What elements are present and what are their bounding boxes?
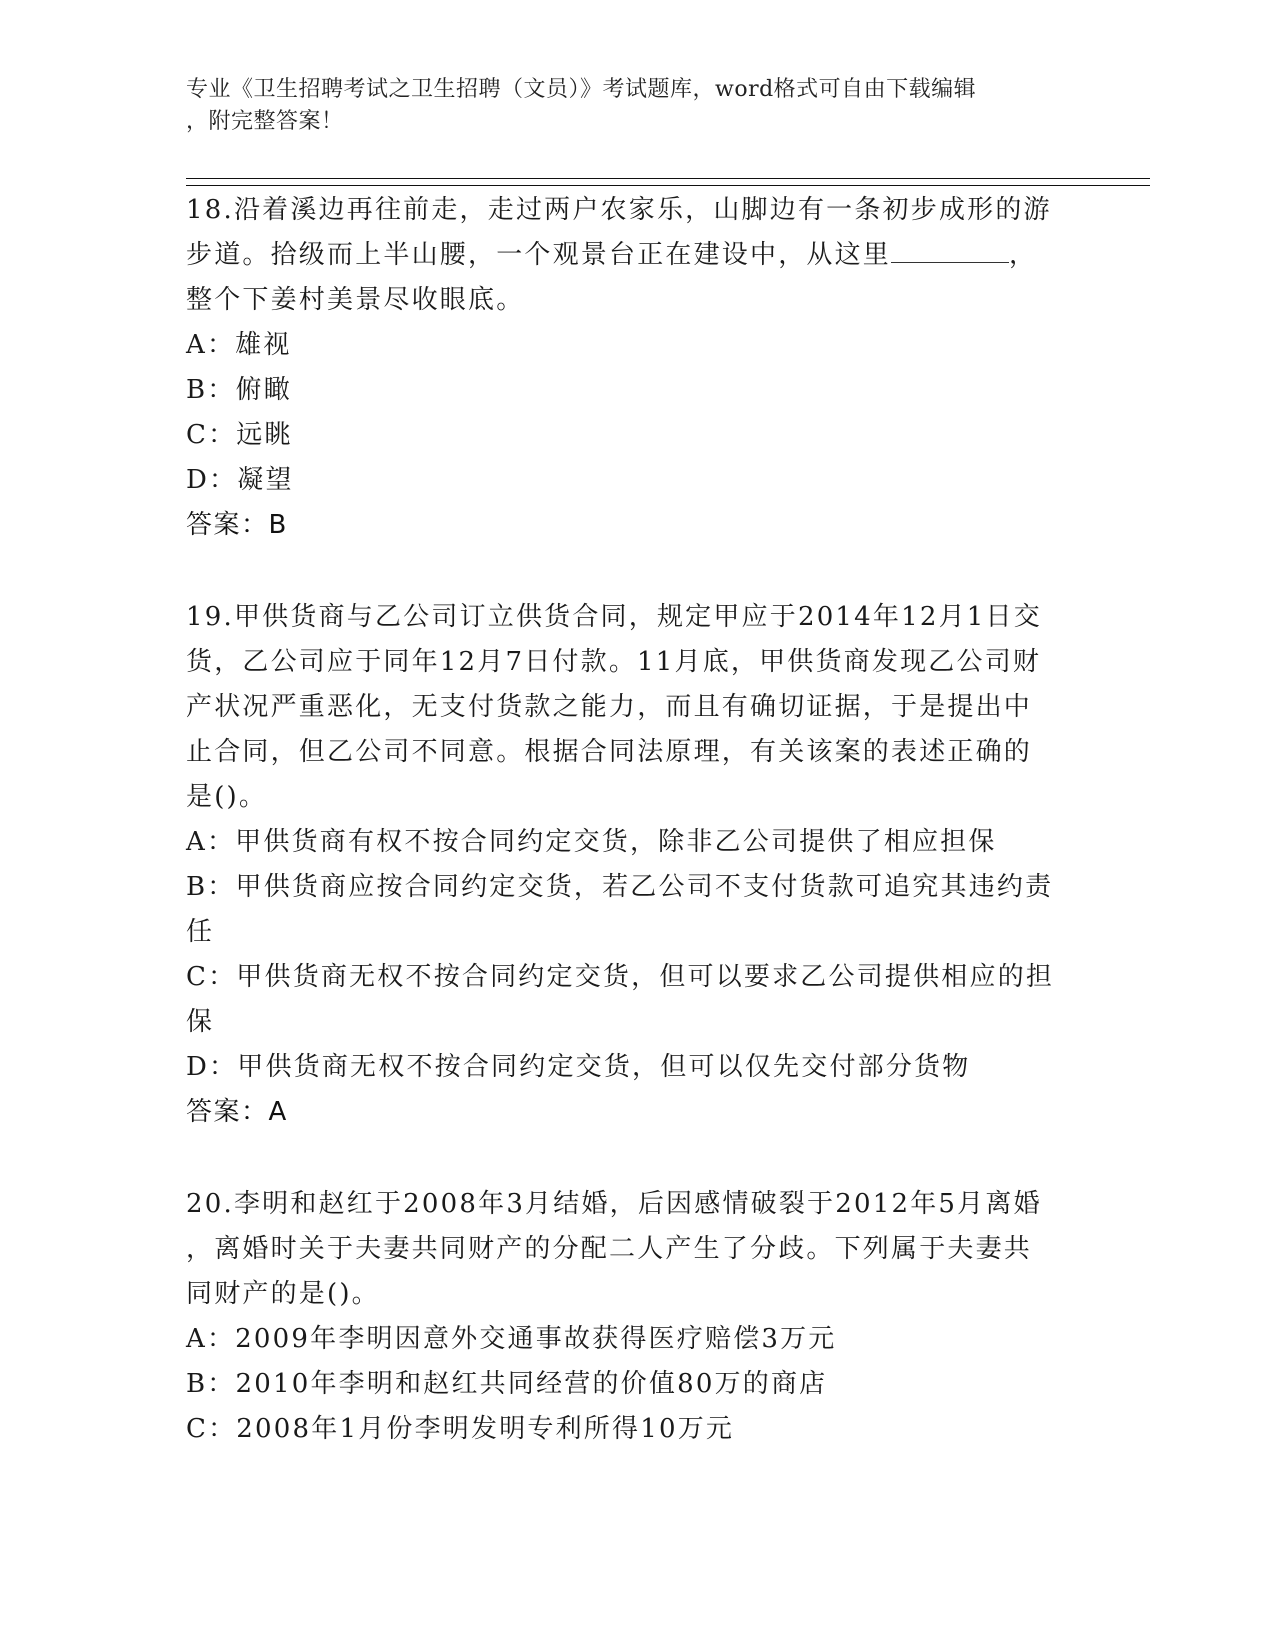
question-stem-line: 止合同，但乙公司不同意。根据合同法原理，有关该案的表述正确的: [186, 737, 1033, 767]
question-stem-line: 产状况严重恶化，无支付货款之能力，而且有确切证据，于是提出中: [186, 692, 1033, 722]
option-c: C：2008年1月份李明发明专利所得10万元: [186, 1414, 735, 1444]
option-c-continued: 保: [186, 1007, 215, 1037]
option-a: A：甲供货商有权不按合同约定交货，除非乙公司提供了相应担保: [186, 827, 997, 857]
question-20: [186, 1182, 1086, 1452]
answer-label: 答案：B: [186, 510, 288, 540]
option-c: C：远眺: [186, 420, 293, 450]
option-b: B：俯瞰: [186, 375, 292, 405]
option-d: D：凝望: [186, 465, 294, 495]
blank-trailing-punct: ，: [1009, 240, 1038, 270]
question-stem-line: 同财产的是()。: [186, 1279, 380, 1309]
question-19: [186, 595, 1086, 1135]
option-b: B：甲供货商应按合同约定交货，若乙公司不支付货款可追究其违约责: [186, 872, 1054, 902]
option-c: C：甲供货商无权不按合同约定交货，但可以要求乙公司提供相应的担: [186, 962, 1055, 992]
fill-in-blank: [891, 236, 1009, 263]
question-stem-line: 20.李明和赵红于2008年3月结婚，后因感情破裂于2012年5月离婚: [186, 1189, 1042, 1219]
option-a: A：2009年李明因意外交通事故获得医疗赔偿3万元: [186, 1324, 837, 1354]
question-18: [186, 188, 1086, 548]
question-stem-line: [186, 233, 1086, 278]
header-rule-top: [186, 178, 1150, 179]
option-b-continued: 任: [186, 917, 215, 947]
header-rule-bottom: [186, 185, 1150, 186]
question-stem-line: 18.沿着溪边再往前走，走过两户农家乐，山脚边有一条初步成形的游: [186, 195, 1052, 225]
option-a: A：雄视: [186, 330, 292, 360]
option-b: B：2010年李明和赵红共同经营的价值80万的商店: [186, 1369, 828, 1399]
answer-label: 答案：A: [186, 1097, 288, 1127]
option-d: D：甲供货商无权不按合同约定交货，但可以仅先交付部分货物: [186, 1052, 971, 1082]
header-line-2: ，附完整答案！: [186, 109, 344, 134]
question-stem-line: ，离婚时关于夫妻共同财产的分配二人产生了分歧。下列属于夫妻共: [186, 1234, 1033, 1264]
question-list: [186, 188, 1086, 1499]
question-stem-line: 19.甲供货商与乙公司订立供货合同，规定甲应于2014年12月1日交: [186, 602, 1042, 632]
question-stem-text: 步道。拾级而上半山腰，一个观景台正在建设中，从这里: [186, 240, 892, 270]
question-stem-line: 是()。: [186, 782, 268, 812]
question-stem-line: 整个下姜村美景尽收眼底。: [186, 285, 525, 315]
document-header-note: [186, 74, 1066, 138]
header-line-1: 专业《卫生招聘考试之卫生招聘（文员）》考试题库，word格式可自由下载编辑: [186, 77, 977, 102]
question-stem-line: 货，乙公司应于同年12月7日付款。11月底，甲供货商发现乙公司财: [186, 647, 1042, 677]
